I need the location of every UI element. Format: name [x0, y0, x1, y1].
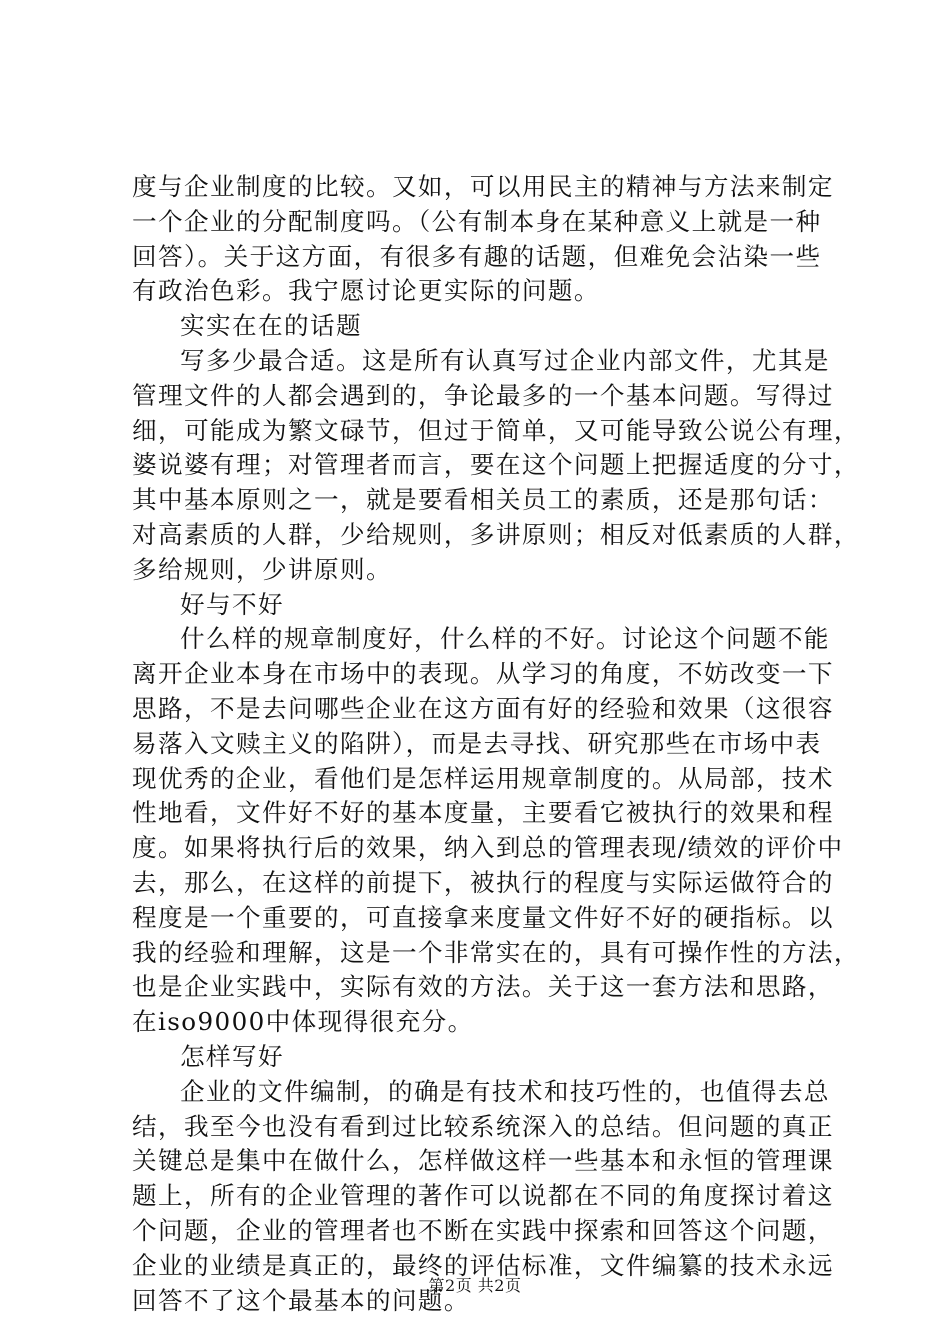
text-line: 管理文件的人都会遇到的，争论最多的一个基本问题。写得过: [132, 380, 834, 410]
text-line: 对高素质的人群，少给规则，多讲原则；相反对低素质的人群，: [132, 519, 860, 549]
text-line: 在iso9000中体现得很充分。: [132, 1007, 474, 1037]
text-line: 写多少最合适。这是所有认真写过企业内部文件，尤其是: [180, 345, 830, 375]
text-line: 现优秀的企业，看他们是怎样运用规章制度的。从局部，技术: [132, 763, 834, 793]
text-line: 度。如果将执行后的效果，纳入到总的管理表现/绩效的评价中: [132, 833, 844, 863]
text-line: 程度是一个重要的，可直接拿来度量文件好不好的硬指标。以: [132, 902, 834, 932]
text-line: 其中基本原则之一，就是要看相关员工的素质，还是那句话：: [132, 485, 834, 515]
text-line: 一个企业的分配制度吗。（公有制本身在某种意义上就是一种: [132, 206, 822, 236]
text-line: 题上，所有的企业管理的著作可以说都在不同的角度探讨着这: [132, 1181, 834, 1211]
text-line: 也是企业实践中，实际有效的方法。关于这一套方法和思路，: [132, 972, 834, 1002]
text-line: 什么样的规章制度好，什么样的不好。讨论这个问题不能: [180, 624, 830, 654]
text-line: 思路，不是去问哪些企业在这方面有好的经验和效果（这很容: [132, 693, 834, 723]
page-footer: 第2页 共2页: [428, 1276, 522, 1295]
section-heading: 好与不好: [180, 589, 284, 619]
text-line: 易落入文赎主义的陷阱），而是去寻找、研究那些在市场中表: [132, 728, 822, 758]
text-line: 去，那么，在这样的前提下，被执行的程度与实际运做符合的: [132, 867, 834, 897]
text-line: 个问题，企业的管理者也不断在实践中探索和回答这个问题，: [132, 1215, 834, 1245]
document-body: [132, 170, 860, 1318]
text-line: 有政治色彩。我宁愿讨论更实际的问题。: [132, 276, 600, 306]
text-line: 企业的文件编制，的确是有技术和技巧性的，也值得去总: [180, 1076, 830, 1106]
section-heading: 怎样写好: [180, 1041, 284, 1071]
text-line: 回答）。关于这方面，有很多有趣的话题，但难免会沾染一些: [132, 241, 822, 271]
text-line: 结，我至今也没有看到过比较系统深入的总结。但问题的真正: [132, 1111, 834, 1141]
text-line: 细，可能成为繁文碌节，但过于简单，又可能导致公说公有理，: [132, 415, 860, 445]
text-line: 关键总是集中在做什么，怎样做这样一些基本和永恒的管理课: [132, 1146, 834, 1176]
section-heading: 实实在在的话题: [180, 311, 362, 341]
text-line: 度与企业制度的比较。又如，可以用民主的精神与方法来制定: [132, 172, 834, 201]
text-line: 离开企业本身在市场中的表现。从学习的角度，不妨改变一下: [132, 659, 834, 689]
text-line: 我的经验和理解，这是一个非常实在的，具有可操作性的方法，: [132, 937, 860, 967]
text-line: 回答不了这个最基本的问题。: [132, 1285, 470, 1315]
text-line: 多给规则，少讲原则。: [132, 554, 392, 584]
text-line: 性地看，文件好不好的基本度量，主要看它被执行的效果和程: [132, 798, 834, 828]
text-line: 婆说婆有理；对管理者而言，要在这个问题上把握适度的分寸，: [132, 450, 860, 480]
text-line: 企业的业绩是真正的，最终的评估标准，文件编纂的技术永远: [132, 1250, 834, 1280]
